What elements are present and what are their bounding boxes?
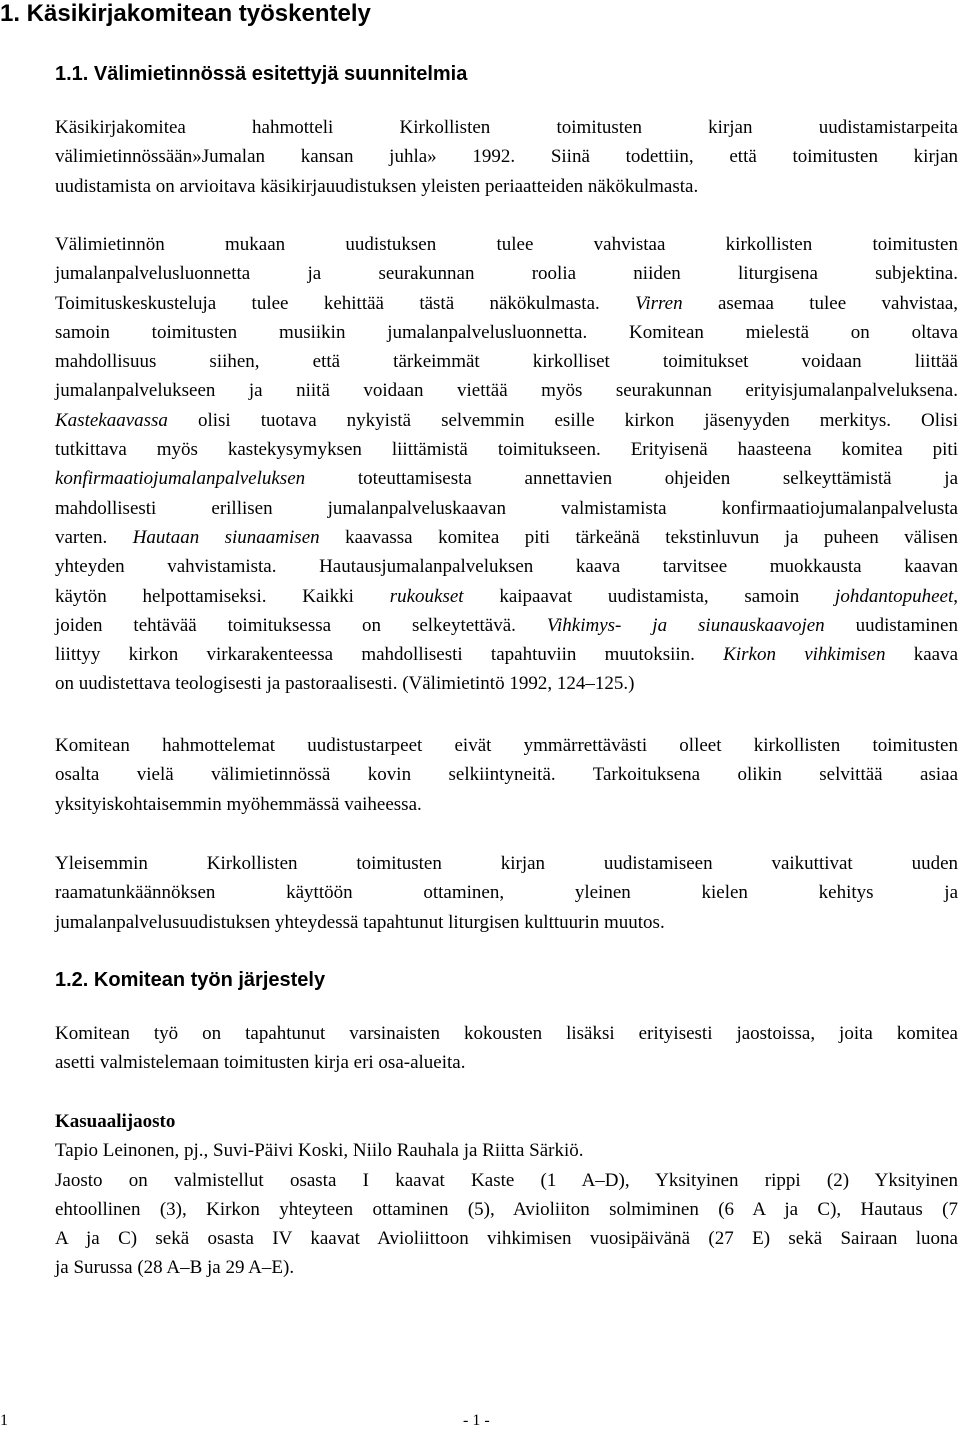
text-line: on uudistettava teologisesti ja pastoraalisesti. (Välimietintö 1992, 124–125.) [55, 673, 635, 695]
text-line: jumalanpalvelukseen ja niitä voidaan viettää myös seurakunnan erityisjumalanpalveluksena. [55, 380, 958, 402]
text-line: jumalanpalvelusuudistuksen yhteydessä tapahtunut liturgisen kulttuurin muutos. [55, 911, 665, 933]
text-line: asetti valmistelemaan toimitusten kirja eri osa-alueita. [55, 1052, 466, 1074]
text-line: uudistamista on arvioitava käsikirjauudistuksen yleisten periaatteiden näkökulmasta. [55, 175, 699, 197]
text-line: Kastekaavassa olisi tuotava nykyistä selvemmin esille kirkon jäsenyyden merkitys. Olisi [55, 409, 958, 431]
subcommittee-heading: Kasuaalijaosto [55, 1111, 176, 1132]
text-line: raamatunkäännöksen käyttöön ottaminen, yleinen kielen kehitys ja [55, 882, 958, 904]
text-line: A ja C) sekä osasta IV kaavat Avioliittoon vihkimisen vuosipäivänä (27 E) sekä Sairaan luona [55, 1228, 958, 1250]
paragraph-subcommittee [55, 1107, 958, 1283]
text-line: Yleisemmin Kirkollisten toimitusten kirjan uudistamiseen vaikuttivat uuden [55, 853, 958, 874]
text-line: käytön helpottamiseksi. Kaikki rukoukset kaipaavat uudistamista, samoin johdantopuheet, [55, 585, 958, 607]
section-heading-1-1: 1.1. Välimietinnössä esitettyjä suunnitelmia [55, 63, 468, 85]
paragraph-needs [55, 731, 958, 819]
text-line: liittyy kirkon virkarakenteessa mahdollisesti tapahtuviin muutoksiin. Kirkon vihkimisen kaava [55, 644, 959, 666]
text-line: Komitean hahmottelemat uudistustarpeet eivät ymmärrettävästi olleet kirkollisten toimitusten [55, 735, 958, 756]
paragraph-organization [55, 1019, 958, 1078]
text-line: ehtoollinen (3), Kirkon yhteyteen ottaminen (5), Avioliiton solmiminen (6 A ja C), Hautaus (7 [55, 1198, 958, 1220]
paragraph-influences [55, 849, 958, 937]
text-line: Toimituskeskusteluja tulee kehittää tästä näkökulmasta. Virren asemaa tulee vahvistaa, [55, 292, 959, 314]
text-line: Komitean työ on tapahtunut varsinaisten kokousten lisäksi erityisesti jaostoissa, joita komitea [55, 1023, 958, 1044]
section-heading-1-2: 1.2. Komitean työn järjestely [55, 969, 326, 991]
text-line: joiden tehtävää toimituksessa on selkeytettävä. Vihkimys- ja siunauskaavojen uudistaminen [55, 614, 958, 636]
text-line: yhteyden vahvistamista. Hautausjumalanpalveluksen kaava tarvitsee muokkausta kaavan [55, 556, 958, 578]
text-line: osalta vielä välimietinnössä kovin selkiintyneitä. Tarkoituksena olikin selvittää asiaa [55, 764, 958, 786]
text-line: konfirmaatiojumalanpalveluksen toteuttamisesta annettavien ohjeiden selkeyttämistä ja [55, 468, 959, 490]
text-line: Välimietinnön mukaan uudistuksen tulee vahvistaa kirkollisten toimitusten [55, 234, 958, 255]
page-number: - 1 - [463, 1412, 490, 1429]
text-line: ja Surussa (28 A–B ja 29 A–E). [55, 1257, 295, 1279]
chapter-heading: 1. Käsikirjakomitean työskentely [0, 0, 371, 27]
text-line: tutkittava myös kastekysymyksen liittämistä toimitukseen. Erityisenä haasteena komitea piti [55, 439, 958, 461]
text-line: välimietinnössään»Jumalan kansan juhla» 1992. Siinä todettiin, että toimitusten kirjan [55, 146, 958, 168]
text-line: varten. Hautaan siunaamisen kaavassa komitea piti tärkeänä tekstinluvun ja puheen välisen [55, 526, 958, 548]
text-line: Tapio Leinonen, pj., Suvi-Päivi Koski, Niilo Rauhala ja Riitta Särkiö. [55, 1140, 584, 1162]
text-line: mahdollisesti erillisen jumalanpalveluskaavan valmistamista konfirmaatiojumalanpalvelusta [55, 497, 958, 519]
text-line: Jaosto on valmistellut osasta I kaavat Kaste (1 A–D), Yksityinen rippi (2) Yksityinen [55, 1169, 958, 1191]
text-line: jumalanpalvelusluonnetta ja seurakunnan roolia niiden liturgisena subjektina. [55, 263, 958, 285]
text-line: samoin toimitusten musiikin jumalanpalvelusluonnetta. Komitean mielestä on oltava [55, 321, 958, 343]
text-line: yksityiskohtaisemmin myöhemmässä vaiheessa. [55, 793, 422, 815]
paragraph-intro [55, 113, 958, 201]
paragraph-renewal-goals [55, 230, 958, 699]
footer-left-number: 1 [0, 1412, 8, 1429]
text-line: mahdollisuus siihen, että tärkeimmät kirkolliset toimitukset voidaan liittää [55, 351, 958, 373]
text-line: Käsikirjakomitea hahmotteli Kirkollisten toimitusten kirjan uudistamistarpeita [55, 117, 958, 138]
